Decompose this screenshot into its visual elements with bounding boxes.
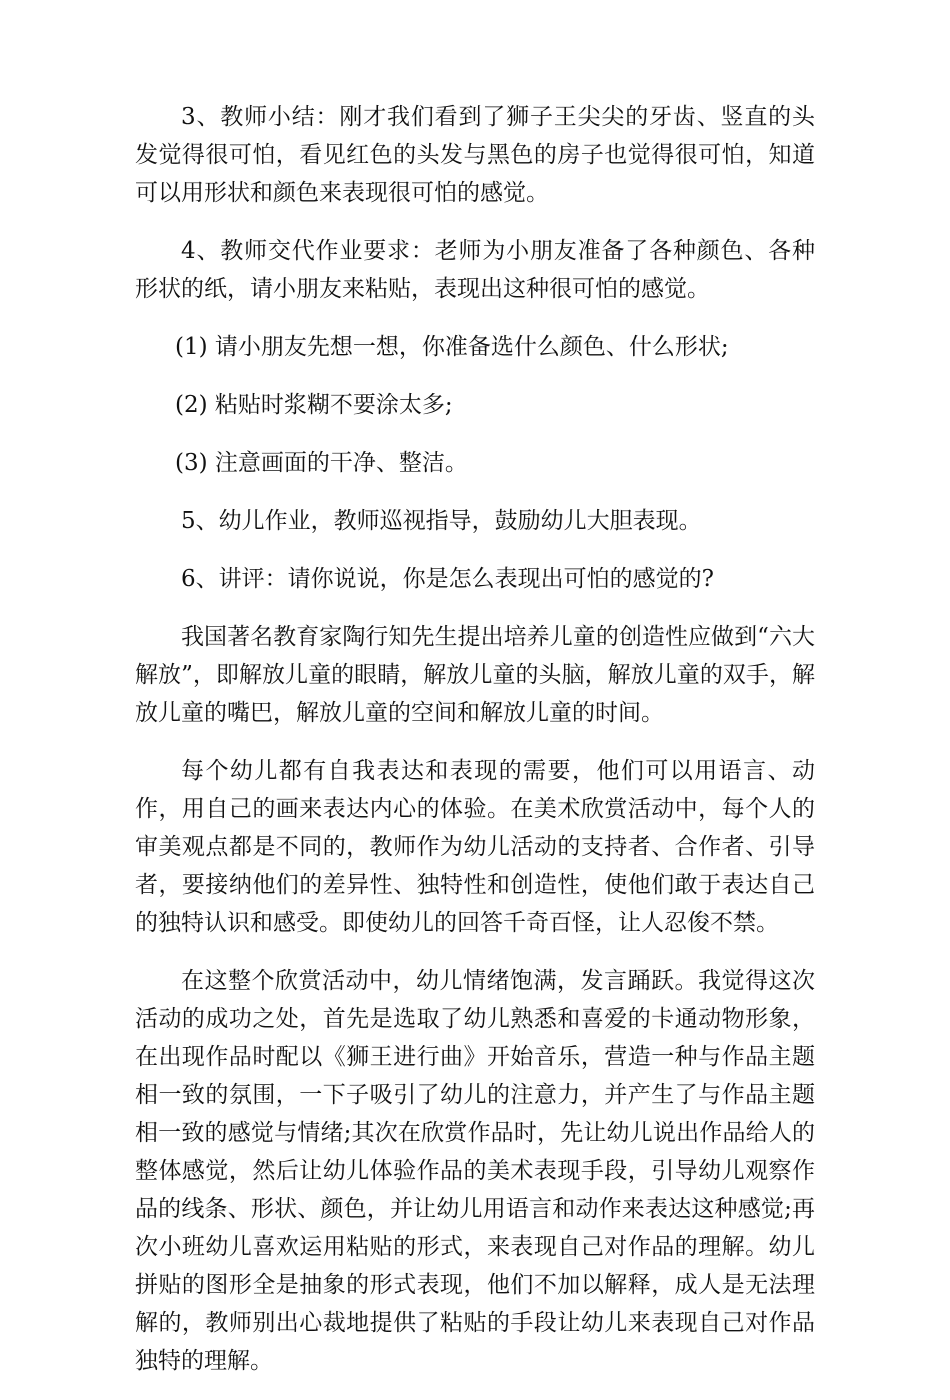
paragraph-assignment-requirements: 4、教师交代作业要求：老师为小朋友准备了各种颜色、各种形状的纸，请小朋友来粘贴，表现出这种很可怕的感觉。 xyxy=(135,238,815,302)
list-item-requirement-3: (3) 注意画面的干净、整洁。 xyxy=(175,450,468,476)
paragraph-tao-xingzhi: 我国著名教育家陶行知先生提出培养儿童的创造性应做到“六大解放”，即解放儿童的眼睛，解放儿童的头脑，解放儿童的双手，解放儿童的嘴巴，解放儿童的空间和解放儿童的时间。 xyxy=(135,624,815,726)
paragraph-children-work: 5、幼儿作业，教师巡视指导，鼓励幼儿大胆表现。 xyxy=(181,508,702,534)
list-item-requirement-2: (2) 粘贴时浆糊不要涂太多; xyxy=(175,392,453,418)
paragraph-review: 6、讲评：请你说说，你是怎么表现出可怕的感觉的? xyxy=(181,566,714,592)
list-item-requirement-1: (1) 请小朋友先想一想，你准备选什么颜色、什么形状; xyxy=(175,334,729,360)
paragraph-activity-reflection: 在这整个欣赏活动中，幼儿情绪饱满，发言踊跃。我觉得这次活动的成功之处，首先是选取了幼儿熟悉和喜爱的卡通动物形象，在出现作品时配以《狮王进行曲》开始音乐，营造一种与作品主题相一致的氛围，一下子吸引了幼儿的注意力，并产生了与作品主题相一致的感觉与情绪;其次在欣赏作品时，先让幼儿说出作品给人的整体感觉，然后让幼儿体验作品的美术表现手段，引导幼儿观察作品的线条、形状、颜色，并让幼儿用语言和动作来表达这种感觉;再次小班幼儿喜欢运用粘贴的形式，来表现自己对作品的理解。幼儿拼贴的图形全是抽象的形式表现，他们不加以解释，成人是无法理解的，教师别出心裁地提供了粘贴的手段让幼儿来表现自己对作品独特的理解。 xyxy=(135,968,815,1374)
paragraph-self-expression: 每个幼儿都有自我表达和表现的需要，他们可以用语言、动作，用自己的画来表达内心的体验。在美术欣赏活动中，每个人的审美观点都是不同的，教师作为幼儿活动的支持者、合作者、引导者，要接纳他们的差异性、独特性和创造性，使他们敢于表达自己的独特认识和感受。即使幼儿的回答千奇百怪，让人忍俊不禁。 xyxy=(135,758,815,936)
paragraph-teacher-summary: 3、教师小结：刚才我们看到了狮子王尖尖的牙齿、竖直的头发觉得很可怕，看见红色的头发与黑色的房子也觉得很可怕，知道可以用形状和颜色来表现很可怕的感觉。 xyxy=(135,104,815,206)
document-body xyxy=(135,98,815,1400)
